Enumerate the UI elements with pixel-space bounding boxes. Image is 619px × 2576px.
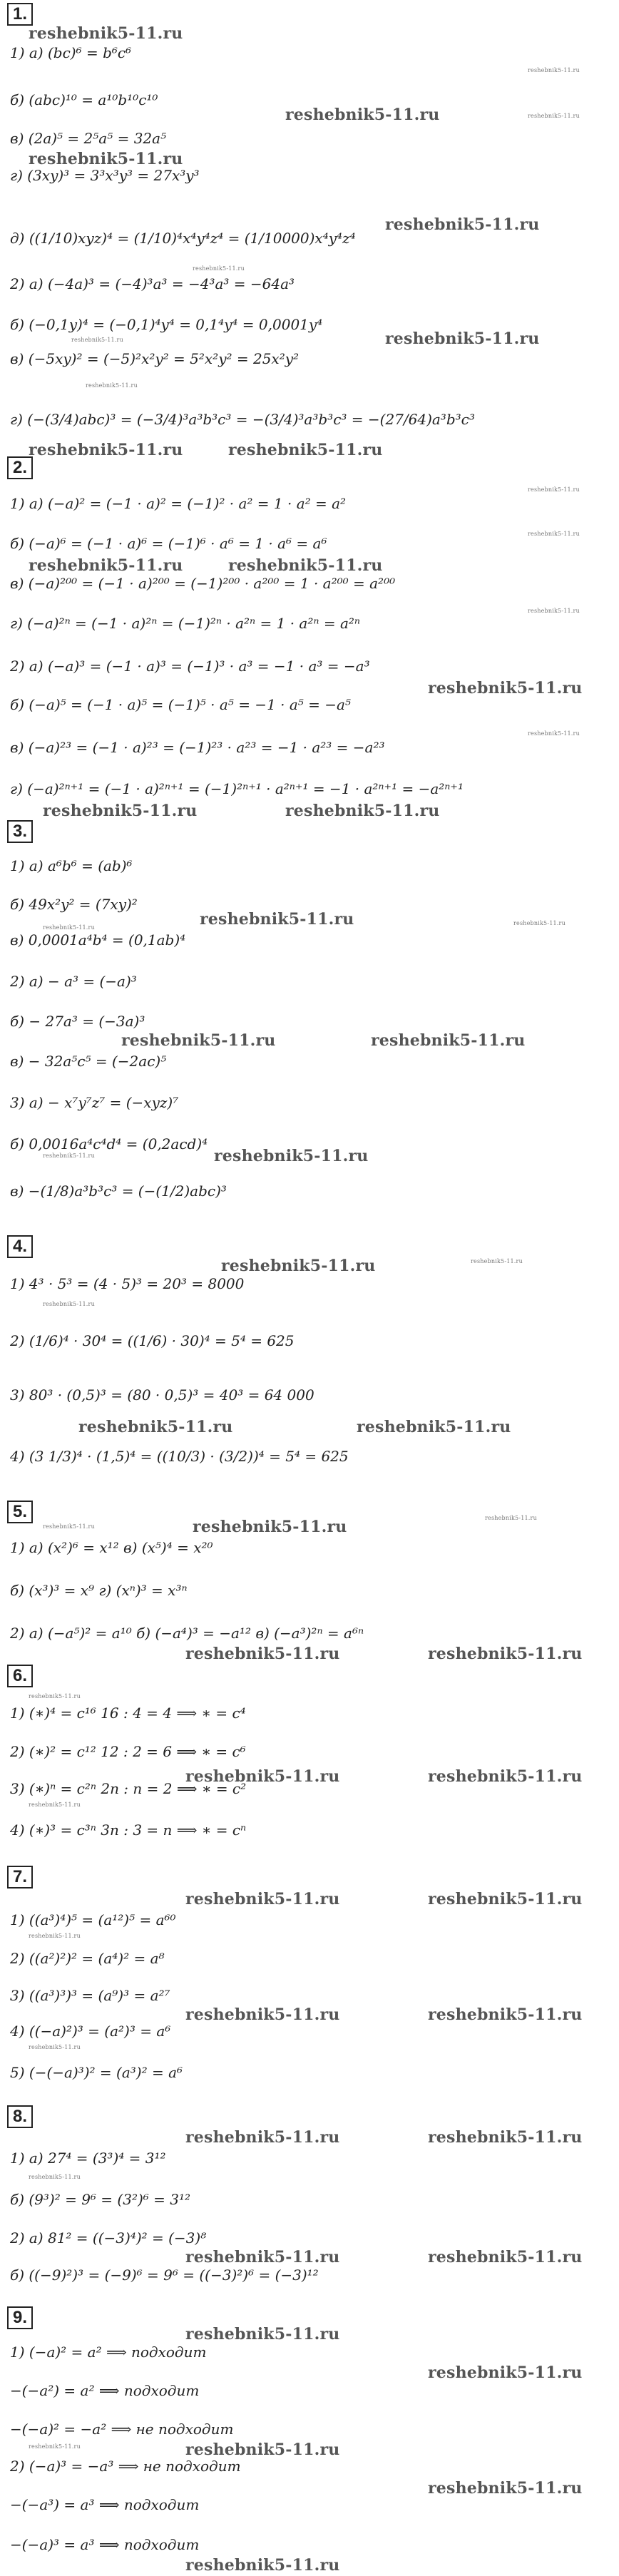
- solution-line: −(−a)³ = a³ ⟹ подходит: [10, 2536, 200, 2553]
- watermark: reshebnik5-11.ru: [29, 441, 183, 459]
- watermark: reshebnik5-11.ru: [528, 486, 580, 493]
- watermark: reshebnik5-11.ru: [528, 113, 580, 119]
- watermark: reshebnik5-11.ru: [185, 2556, 340, 2575]
- solution-line: 1) 4³ · 5³ = (4 · 5)³ = 20³ = 8000: [10, 1275, 245, 1292]
- watermark: reshebnik5-11.ru: [428, 2248, 583, 2266]
- solution-line: 1) ((a³)⁴)⁵ = (a¹²)⁵ = a⁶⁰: [10, 1911, 176, 1928]
- watermark: reshebnik5-11.ru: [43, 802, 198, 820]
- section-number-6: 6.: [7, 1665, 33, 1687]
- solution-line: 3) ((a³)³)³ = (a⁹)³ = a²⁷: [10, 1987, 170, 2004]
- section-number-3: 3.: [7, 820, 33, 843]
- watermark: reshebnik5-11.ru: [185, 2128, 340, 2147]
- solution-line: б) (−a)⁵ = (−1 · a)⁵ = (−1)⁵ · a⁵ = −1 · a⁵ = −a⁵: [10, 696, 351, 713]
- watermark: reshebnik5-11.ru: [228, 556, 383, 575]
- watermark: reshebnik5-11.ru: [385, 329, 540, 348]
- watermark: reshebnik5-11.ru: [185, 1890, 340, 1908]
- watermark: reshebnik5-11.ru: [121, 1031, 276, 1050]
- solution-line: 4) (3 1/3)⁴ · (1,5)⁴ = ((10/3) · (3/2))⁴ = 5⁴ = 625: [10, 1448, 349, 1465]
- solution-line: 2) (−a)³ = −a³ ⟹ не подходит: [10, 2458, 241, 2475]
- watermark: reshebnik5-11.ru: [86, 382, 138, 389]
- section-number-1: 1.: [7, 3, 33, 26]
- watermark: reshebnik5-11.ru: [428, 2479, 583, 2498]
- solution-line: 3) 80³ · (0,5)³ = (80 · 0,5)³ = 40³ = 64 000: [10, 1386, 314, 1404]
- solution-line: 1) а) 27⁴ = (3³)⁴ = 3¹²: [10, 2150, 166, 2167]
- solution-line: в) −(1/8)a³b³c³ = (−(1/2)abc)³: [10, 1182, 227, 1200]
- watermark: reshebnik5-11.ru: [285, 802, 440, 820]
- solution-line: 2) (1/6)⁴ · 30⁴ = ((1/6) · 30)⁴ = 5⁴ = 625: [10, 1332, 295, 1349]
- solution-line: г) (−a)²ⁿ⁺¹ = (−1 · a)²ⁿ⁺¹ = (−1)²ⁿ⁺¹ · a²ⁿ⁺¹ = −1 · a²ⁿ⁺¹ = −a²ⁿ⁺¹: [10, 780, 464, 797]
- solution-line: −(−a)² = −a² ⟹ не подходит: [10, 2421, 234, 2438]
- solution-line: г) (3xy)³ = 3³x³y³ = 27x³y³: [10, 167, 200, 184]
- watermark: reshebnik5-11.ru: [185, 2440, 340, 2459]
- watermark: reshebnik5-11.ru: [228, 441, 383, 459]
- section-number-5: 5.: [7, 1501, 33, 1523]
- watermark: reshebnik5-11.ru: [428, 1767, 583, 1786]
- watermark: reshebnik5-11.ru: [29, 1933, 81, 1939]
- watermark: reshebnik5-11.ru: [43, 1152, 95, 1159]
- watermark: reshebnik5-11.ru: [29, 556, 183, 575]
- solution-line: 2) ((a²)²)² = (a⁴)² = a⁸: [10, 1950, 165, 1967]
- watermark: reshebnik5-11.ru: [29, 2443, 81, 2450]
- solution-line: 1) а) (bc)⁶ = b⁶c⁶: [10, 44, 132, 61]
- watermark: reshebnik5-11.ru: [29, 2044, 81, 2050]
- solution-line: б) (x³)³ = x⁹ г) (xⁿ)³ = x³ⁿ: [10, 1582, 188, 1599]
- watermark: reshebnik5-11.ru: [185, 2248, 340, 2266]
- watermark: reshebnik5-11.ru: [29, 150, 183, 168]
- watermark: reshebnik5-11.ru: [528, 67, 580, 73]
- solution-line: б) ((−9)²)³ = (−9)⁶ = 9⁶ = ((−3)²)⁶ = (−3)¹²: [10, 2266, 319, 2284]
- solution-line: 1) (∗)⁴ = c¹⁶ 16 : 4 = 4 ⟹ ∗ = c⁴: [10, 1704, 246, 1722]
- watermark: reshebnik5-11.ru: [428, 1645, 583, 1663]
- solution-line: г) (−(3/4)abc)³ = (−3/4)³a³b³c³ = −(3/4)³a³b³c³ = −(27/64)a³b³c³: [10, 411, 475, 428]
- section-number-2: 2.: [7, 456, 33, 479]
- solution-line: 3) (∗)ⁿ = c²ⁿ 2n : n = 2 ⟹ ∗ = c²: [10, 1780, 247, 1797]
- section-number-4: 4.: [7, 1235, 33, 1258]
- solution-line: б) (abc)¹⁰ = a¹⁰b¹⁰c¹⁰: [10, 91, 158, 108]
- solution-line: в) (−a)²³ = (−1 · a)²³ = (−1)²³ · a²³ = −1 · a²³ = −a²³: [10, 739, 385, 756]
- solution-line: в) 0,0001a⁴b⁴ = (0,1ab)⁴: [10, 931, 186, 949]
- watermark: reshebnik5-11.ru: [43, 1523, 95, 1530]
- watermark: reshebnik5-11.ru: [428, 679, 583, 697]
- watermark: reshebnik5-11.ru: [285, 106, 440, 124]
- watermark: reshebnik5-11.ru: [193, 1518, 347, 1536]
- watermark: reshebnik5-11.ru: [185, 2325, 340, 2344]
- solution-line: в) (2a)⁵ = 2⁵a⁵ = 32a⁵: [10, 130, 167, 147]
- watermark: reshebnik5-11.ru: [221, 1257, 376, 1275]
- watermark: reshebnik5-11.ru: [71, 337, 123, 343]
- solution-line: 1) а) (−a)² = (−1 · a)² = (−1)² · a² = 1 · a² = a²: [10, 495, 347, 512]
- watermark: reshebnik5-11.ru: [185, 2005, 340, 2024]
- section-number-8: 8.: [7, 2105, 33, 2128]
- solution-line: −(−a²) = a² ⟹ подходит: [10, 2382, 200, 2399]
- section-number-7: 7.: [7, 1866, 33, 1888]
- watermark: reshebnik5-11.ru: [428, 1890, 583, 1908]
- watermark: reshebnik5-11.ru: [428, 2005, 583, 2024]
- solution-line: 2) а) (−a⁵)² = a¹⁰ б) (−a⁴)³ = −a¹² в) (−a³)²ⁿ = a⁶ⁿ: [10, 1625, 364, 1642]
- watermark: reshebnik5-11.ru: [43, 1301, 95, 1307]
- solution-line: г) (−a)²ⁿ = (−1 · a)²ⁿ = (−1)²ⁿ · a²ⁿ = 1 · a²ⁿ = a²ⁿ: [10, 615, 360, 632]
- watermark: reshebnik5-11.ru: [528, 531, 580, 537]
- section-number-9: 9.: [7, 2306, 33, 2329]
- solution-line: 1) (−a)² = a² ⟹ подходит: [10, 2344, 207, 2361]
- watermark: reshebnik5-11.ru: [485, 1515, 537, 1521]
- solution-line: 2) а) (−a)³ = (−1 · a)³ = (−1)³ · a³ = −1 · a³ = −a³: [10, 658, 370, 675]
- solution-line: 2) а) 81² = ((−3)⁴)² = (−3)⁸: [10, 2229, 207, 2247]
- watermark: reshebnik5-11.ru: [385, 215, 540, 234]
- watermark: reshebnik5-11.ru: [78, 1418, 233, 1436]
- watermark: reshebnik5-11.ru: [200, 910, 354, 929]
- solution-line: 2) а) (−4a)³ = (−4)³a³ = −4³a³ = −64a³: [10, 275, 295, 292]
- watermark: reshebnik5-11.ru: [193, 265, 245, 272]
- solution-line: б) (9³)² = 9⁶ = (3²)⁶ = 3¹²: [10, 2191, 191, 2208]
- watermark: reshebnik5-11.ru: [185, 1645, 340, 1663]
- solution-line: д) ((1/10)xyz)⁴ = (1/10)⁴x⁴y⁴z⁴ = (1/10000)x⁴y⁴z⁴: [10, 230, 356, 247]
- solution-line: 3) а) − x⁷y⁷z⁷ = (−xyz)⁷: [10, 1094, 179, 1111]
- watermark: reshebnik5-11.ru: [43, 924, 95, 931]
- solution-line: 5) (−(−a)³)² = (a³)² = a⁶: [10, 2064, 183, 2081]
- solution-line: в) − 32a⁵c⁵ = (−2ac)⁵: [10, 1053, 167, 1070]
- solution-line: 1) а) (x²)⁶ = x¹² в) (x⁵)⁴ = x²⁰: [10, 1539, 213, 1556]
- solution-line: б) 49x²y² = (7xy)²: [10, 896, 138, 913]
- solution-line: б) 0,0016a⁴c⁴d⁴ = (0,2acd)⁴: [10, 1135, 208, 1152]
- watermark: reshebnik5-11.ru: [428, 2363, 583, 2382]
- solution-line: −(−a³) = a³ ⟹ подходит: [10, 2496, 200, 2513]
- watermark: reshebnik5-11.ru: [528, 608, 580, 614]
- watermark: reshebnik5-11.ru: [214, 1147, 369, 1165]
- solution-line: 1) а) a⁶b⁶ = (ab)⁶: [10, 857, 133, 874]
- watermark: reshebnik5-11.ru: [528, 730, 580, 737]
- watermark: reshebnik5-11.ru: [29, 2174, 81, 2180]
- solution-line: 2) а) − a³ = (−a)³: [10, 973, 137, 990]
- solution-line: б) − 27a³ = (−3a)³: [10, 1013, 145, 1030]
- watermark: reshebnik5-11.ru: [29, 1693, 81, 1700]
- watermark: reshebnik5-11.ru: [185, 1767, 340, 1786]
- solution-line: в) (−5xy)² = (−5)²x²y² = 5²x²y² = 25x²y²: [10, 350, 300, 367]
- solution-line: б) (−0,1y)⁴ = (−0,1)⁴y⁴ = 0,1⁴y⁴ = 0,0001y⁴: [10, 316, 323, 333]
- watermark: reshebnik5-11.ru: [428, 2128, 583, 2147]
- solution-line: 4) ((−a)²)³ = (a²)³ = a⁶: [10, 2023, 171, 2040]
- watermark: reshebnik5-11.ru: [471, 1258, 523, 1264]
- watermark: reshebnik5-11.ru: [29, 24, 183, 43]
- solution-line: 2) (∗)² = c¹² 12 : 2 = 6 ⟹ ∗ = c⁶: [10, 1743, 246, 1760]
- solution-line: б) (−a)⁶ = (−1 · a)⁶ = (−1)⁶ · a⁶ = 1 · a⁶ = a⁶: [10, 535, 327, 552]
- watermark: reshebnik5-11.ru: [513, 920, 566, 926]
- solution-line: 4) (∗)³ = c³ⁿ 3n : 3 = n ⟹ ∗ = cⁿ: [10, 1821, 247, 1839]
- watermark: reshebnik5-11.ru: [371, 1031, 526, 1050]
- watermark: reshebnik5-11.ru: [29, 1801, 81, 1808]
- solution-line: в) (−a)²⁰⁰ = (−1 · a)²⁰⁰ = (−1)²⁰⁰ · a²⁰⁰ = 1 · a²⁰⁰ = a²⁰⁰: [10, 575, 396, 592]
- watermark: reshebnik5-11.ru: [357, 1418, 511, 1436]
